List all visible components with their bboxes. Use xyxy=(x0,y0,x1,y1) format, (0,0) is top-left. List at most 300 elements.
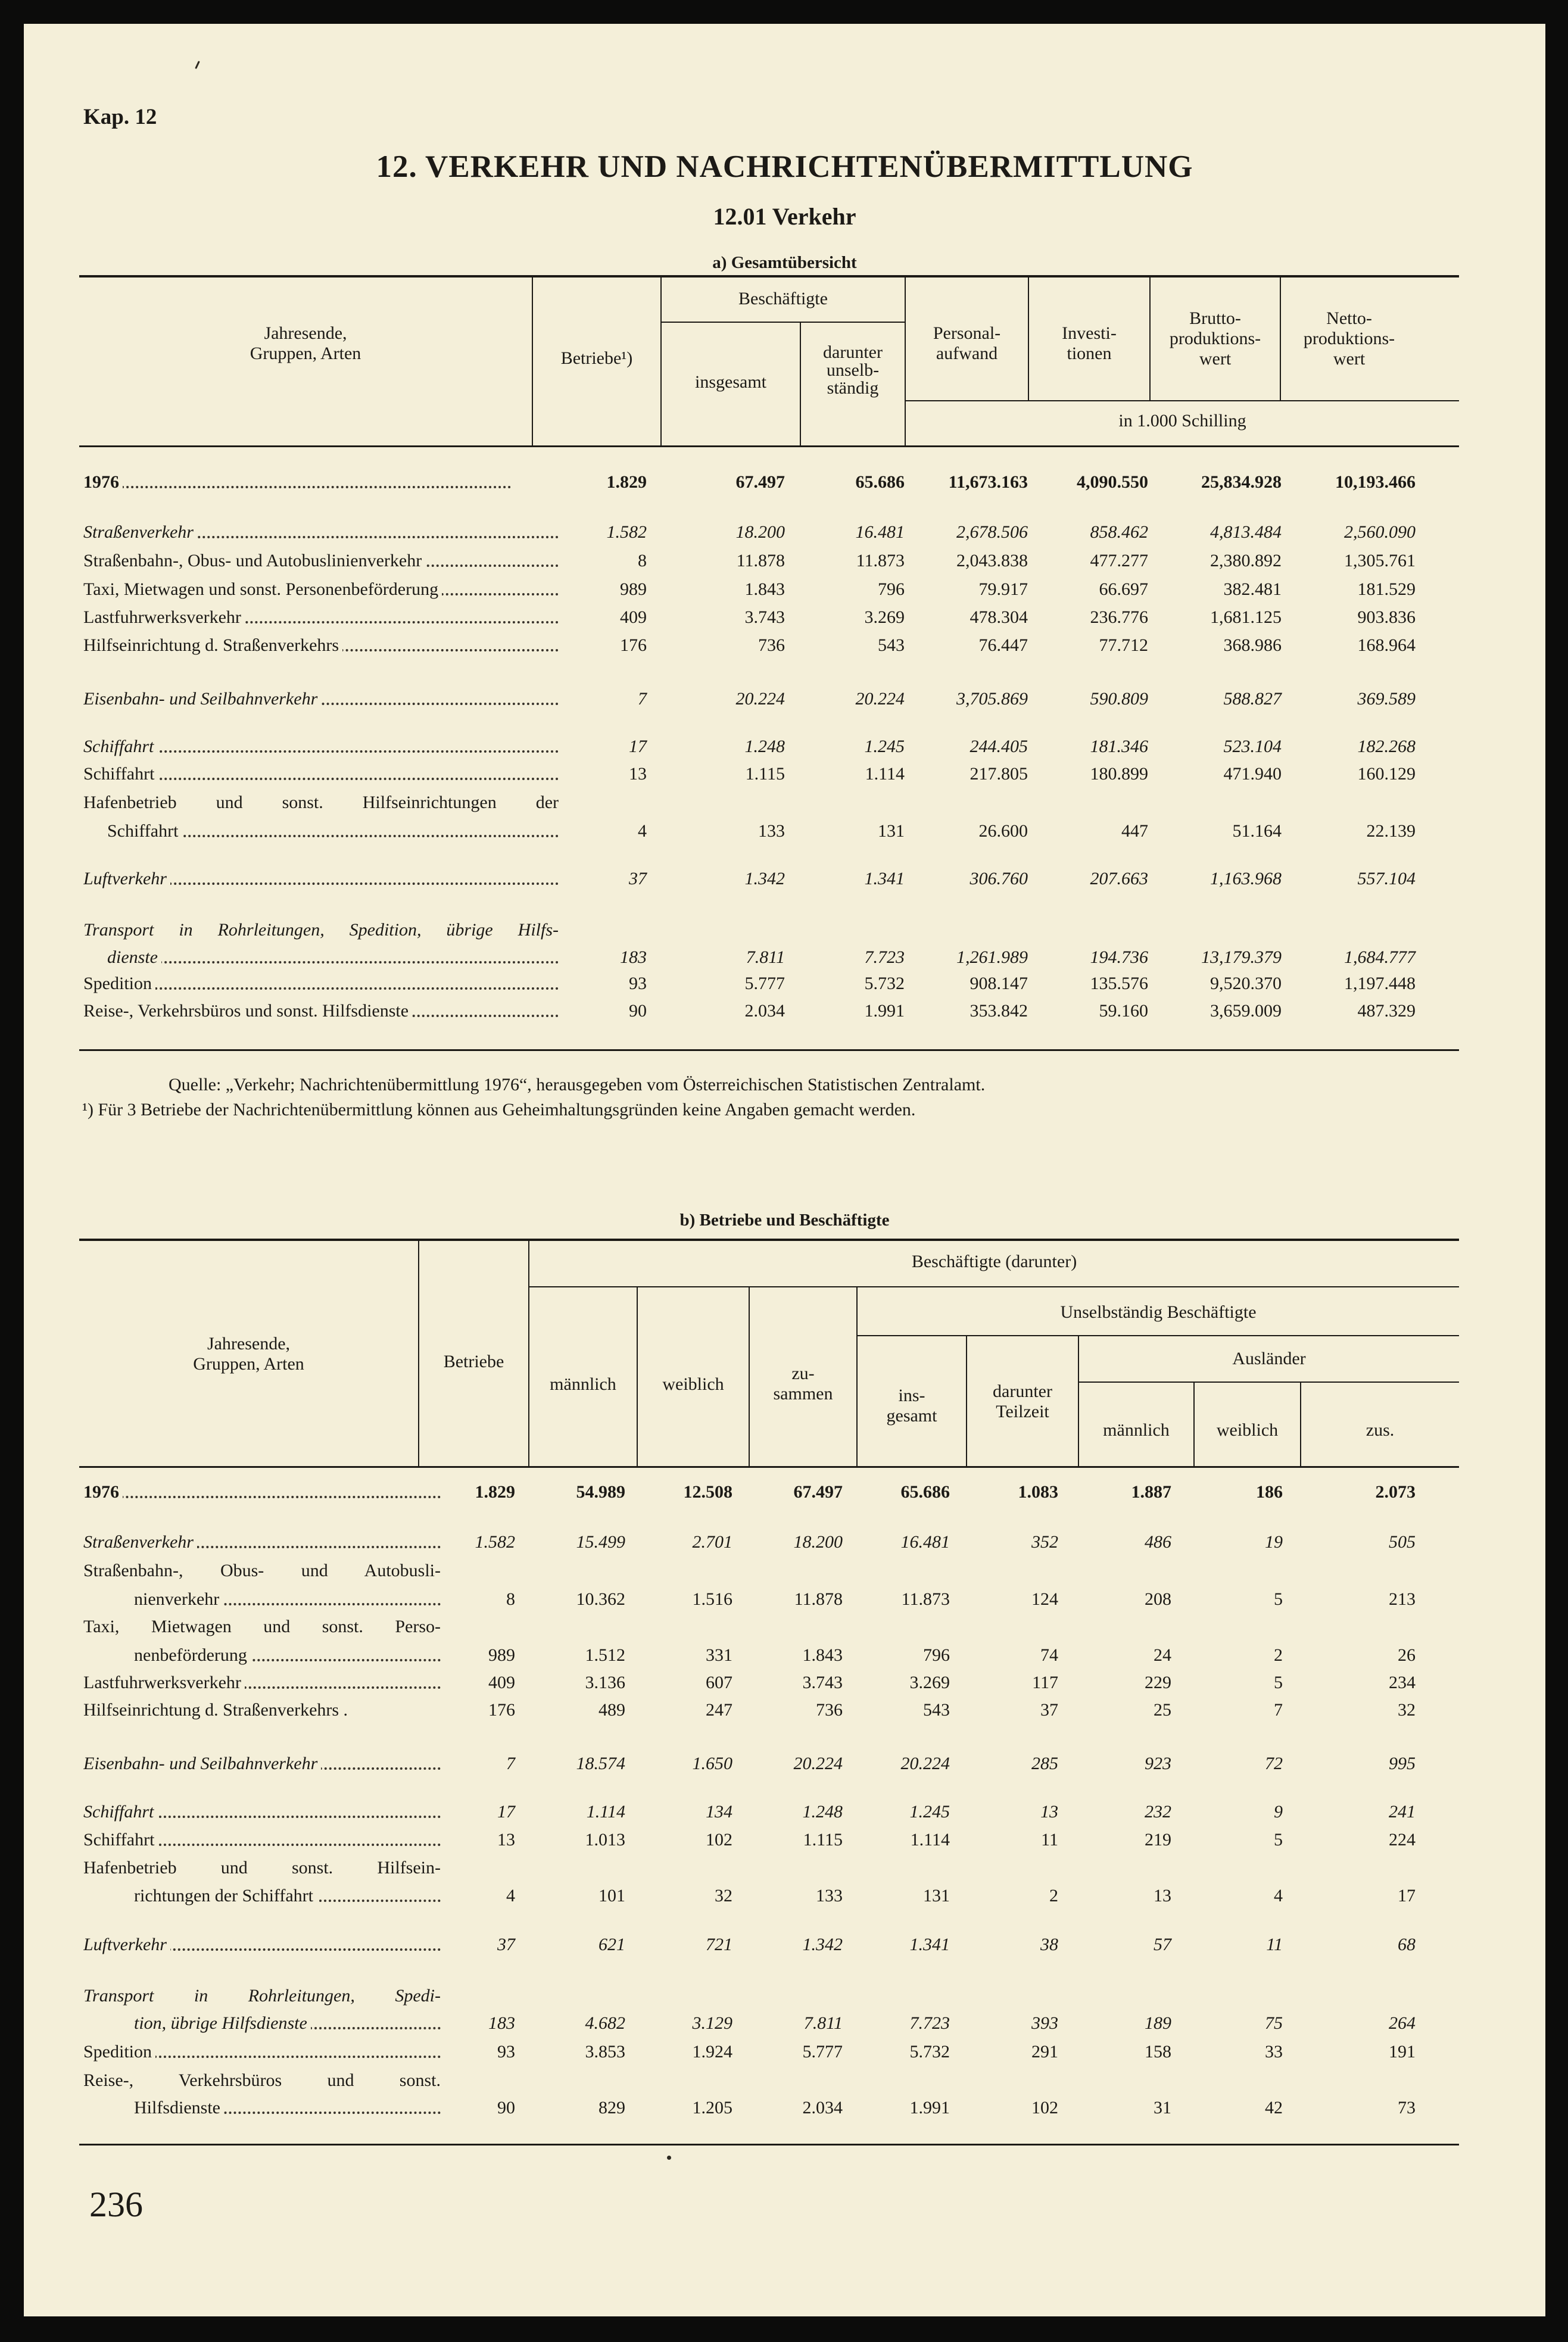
table-b-header-bottom-rule xyxy=(79,1466,1459,1468)
cell-unselbst-insgesamt: 20.224 xyxy=(900,1754,950,1773)
row-label-continued: dienste xyxy=(107,944,559,971)
cell-investitionen: 59.160 xyxy=(1099,1001,1148,1021)
cell-teilzeit: 285 xyxy=(1031,1754,1058,1773)
cell-maennlich: 1.114 xyxy=(586,1802,625,1822)
cell-unselbstaendig: 20.224 xyxy=(855,689,905,709)
cell-investitionen: 207.663 xyxy=(1090,869,1148,888)
cell-betriebe: 17 xyxy=(497,1802,515,1822)
cell-zusammen: 1.248 xyxy=(802,1802,843,1822)
cell-bruttoproduktionswert: 471.940 xyxy=(1223,764,1282,784)
cell-auslaender-maennlich: 923 xyxy=(1145,1754,1171,1773)
cell-maennlich: 10.362 xyxy=(576,1589,625,1609)
cell-betriebe: 989 xyxy=(488,1645,515,1665)
cell-auslaender-maennlich: 232 xyxy=(1145,1802,1171,1822)
cell-auslaender-weiblich: 5 xyxy=(1274,1673,1283,1692)
cell-auslaender-maennlich: 1.887 xyxy=(1131,1482,1171,1502)
cell-zusammen: 18.200 xyxy=(793,1532,843,1552)
cell-auslaender-maennlich: 219 xyxy=(1145,1830,1171,1850)
cell-unselbst-insgesamt: 1.245 xyxy=(909,1802,950,1822)
row-label: Hilfseinrichtung d. Straßenverkehrs . xyxy=(83,1700,348,1720)
cell-investitionen: 858.462 xyxy=(1090,522,1148,542)
cell-betriebe: 7 xyxy=(638,689,647,709)
cell-betriebe: 90 xyxy=(497,2098,515,2118)
row-label: Eisenbahn- und Seilbahnverkehr xyxy=(83,686,559,712)
cell-betriebe: 8 xyxy=(638,551,647,570)
footnote: ¹) Für 3 Betriebe der Nachrichtenübermittlung können aus Geheimhaltungsgründen keine Angaben gemacht werden. xyxy=(82,1100,916,1119)
cell-investitionen: 181.346 xyxy=(1090,737,1148,756)
cell-auslaender-maennlich: 31 xyxy=(1154,2098,1171,2118)
cell-auslaender-weiblich: 5 xyxy=(1274,1589,1283,1609)
cell-nettoproduktionswert: 557.104 xyxy=(1357,869,1416,888)
cell-investitionen: 77.712 xyxy=(1099,635,1148,655)
cell-insgesamt: 11.878 xyxy=(736,551,785,570)
cell-personalaufwand: 1,261.989 xyxy=(956,947,1028,967)
row-label: Hafenbetrieb und sonst. Hilfseinrichtungen der xyxy=(83,793,559,812)
col-header-insgesamt: ins- gesamt xyxy=(886,1386,937,1426)
cell-personalaufwand: 2,678.506 xyxy=(956,522,1028,542)
cell-insgesamt: 1.342 xyxy=(744,869,785,888)
cell-nettoproduktionswert: 160.129 xyxy=(1357,764,1416,784)
cell-auslaender-zus: 995 xyxy=(1389,1754,1416,1773)
cell-nettoproduktionswert: 182.268 xyxy=(1357,737,1416,756)
col-header-insgesamt: insgesamt xyxy=(695,372,766,392)
page-title: 12. VERKEHR UND NACHRICHTENÜBERMITTLUNG xyxy=(376,149,1193,184)
cell-teilzeit: 13 xyxy=(1040,1802,1058,1822)
cell-bruttoproduktionswert: 368.986 xyxy=(1223,635,1282,655)
cell-investitionen: 66.697 xyxy=(1099,579,1148,599)
cell-nettoproduktionswert: 181.529 xyxy=(1357,579,1416,599)
cell-unselbst-insgesamt: 11.873 xyxy=(901,1589,950,1609)
cell-weiblich: 331 xyxy=(706,1645,732,1665)
cell-betriebe: 93 xyxy=(497,2042,515,2062)
source-note: Quelle: „Verkehr; Nachrichtenübermittlung 1976“, herausgegeben vom Österreichischen Statistischen Zentralamt. xyxy=(169,1075,986,1094)
cell-auslaender-zus: 2.073 xyxy=(1375,1482,1416,1502)
cell-teilzeit: 124 xyxy=(1031,1589,1058,1609)
col-header-investitionen: Investi- tionen xyxy=(1062,323,1117,363)
cell-betriebe: 4 xyxy=(638,821,647,841)
row-label: Hilfseinrichtung d. Straßenverkehrs xyxy=(83,632,559,659)
cell-nettoproduktionswert: 369.589 xyxy=(1357,689,1416,709)
col-header-auslaender-weiblich: weiblich xyxy=(1216,1420,1279,1440)
cell-auslaender-maennlich: 158 xyxy=(1145,2042,1171,2062)
cell-zusammen: 3.743 xyxy=(802,1673,843,1692)
cell-nettoproduktionswert: 10,193.466 xyxy=(1335,472,1416,492)
col-header-zusammen: zu- sammen xyxy=(773,1364,833,1404)
cell-zusammen: 7.811 xyxy=(803,2013,843,2033)
row-label-continued: richtungen der Schiffahrt xyxy=(134,1883,441,1909)
cell-unselbst-insgesamt: 3.269 xyxy=(909,1673,950,1692)
cell-unselbstaendig: 1.245 xyxy=(864,737,905,756)
cell-weiblich: 1.205 xyxy=(692,2098,732,2118)
col-header-auslaender-maennlich: männlich xyxy=(1103,1420,1170,1440)
cell-unselbstaendig: 7.723 xyxy=(864,947,905,967)
cell-personalaufwand: 244.405 xyxy=(970,737,1028,756)
cell-maennlich: 4.682 xyxy=(585,2013,625,2033)
cell-betriebe: 409 xyxy=(488,1673,515,1692)
cell-auslaender-zus: 213 xyxy=(1389,1589,1416,1609)
cell-personalaufwand: 76.447 xyxy=(978,635,1028,655)
col-header-auslaender: Ausländer xyxy=(1232,1349,1306,1368)
cell-auslaender-maennlich: 189 xyxy=(1145,2013,1171,2033)
cell-bruttoproduktionswert: 2,380.892 xyxy=(1210,551,1282,570)
col-header-beschaeftigte-darunter: Beschäftigte (darunter) xyxy=(911,1252,1077,1271)
row-label: Schiffahrt xyxy=(83,734,559,760)
cell-zusammen: 5.777 xyxy=(802,2042,843,2062)
col-header-nettoproduktionswert: Netto- produktions- wert xyxy=(1303,308,1395,369)
cell-weiblich: 2.701 xyxy=(692,1532,732,1552)
row-label: Eisenbahn- und Seilbahnverkehr xyxy=(83,1751,441,1777)
cell-betriebe: 13 xyxy=(497,1830,515,1850)
row-label: Reise-, Verkehrsbüros und sonst. xyxy=(83,2070,441,2090)
cell-betriebe: 93 xyxy=(629,974,647,993)
cell-maennlich: 3.853 xyxy=(585,2042,625,2062)
cell-betriebe: 1.829 xyxy=(606,472,647,492)
cell-personalaufwand: 11,673.163 xyxy=(948,472,1028,492)
cell-nettoproduktionswert: 903.836 xyxy=(1357,607,1416,627)
cell-unselbst-insgesamt: 1.341 xyxy=(909,1935,950,1954)
col-header-personalaufwand: Personal- aufwand xyxy=(933,323,1001,363)
cell-teilzeit: 74 xyxy=(1040,1645,1058,1665)
cell-zusammen: 736 xyxy=(816,1700,843,1720)
cell-zusammen: 133 xyxy=(816,1886,843,1906)
cell-weiblich: 1.516 xyxy=(692,1589,732,1609)
cell-auslaender-maennlich: 25 xyxy=(1154,1700,1171,1720)
cell-auslaender-weiblich: 72 xyxy=(1265,1754,1283,1773)
cell-nettoproduktionswert: 2,560.090 xyxy=(1344,522,1416,542)
cell-auslaender-zus: 73 xyxy=(1398,2098,1416,2118)
cell-investitionen: 447 xyxy=(1121,821,1148,841)
cell-auslaender-zus: 26 xyxy=(1398,1645,1416,1665)
table-a-header-rule xyxy=(660,322,905,323)
cell-investitionen: 477.277 xyxy=(1090,551,1148,570)
cell-teilzeit: 38 xyxy=(1040,1935,1058,1954)
cell-unselbst-insgesamt: 131 xyxy=(923,1886,950,1906)
cell-auslaender-weiblich: 2 xyxy=(1274,1645,1283,1665)
cell-investitionen: 590.809 xyxy=(1090,689,1148,709)
cell-auslaender-weiblich: 186 xyxy=(1256,1482,1283,1502)
cell-personalaufwand: 3,705.869 xyxy=(956,689,1028,709)
table-a-caption: a) Gesamtübersicht xyxy=(712,253,857,272)
cell-nettoproduktionswert: 22.139 xyxy=(1366,821,1416,841)
cell-betriebe: 989 xyxy=(620,579,647,599)
cell-insgesamt: 7.811 xyxy=(746,947,785,967)
cell-unselbstaendig: 65.686 xyxy=(855,472,905,492)
cell-betriebe: 1.582 xyxy=(606,522,647,542)
cell-auslaender-weiblich: 33 xyxy=(1265,2042,1283,2062)
col-header-teilzeit: darunter Teilzeit xyxy=(993,1382,1052,1421)
row-label: Luftverkehr xyxy=(83,866,559,892)
cell-maennlich: 101 xyxy=(598,1886,625,1906)
cell-insgesamt: 3.743 xyxy=(744,607,785,627)
cell-insgesamt: 1.115 xyxy=(745,764,785,784)
col-header-weiblich: weiblich xyxy=(662,1374,724,1394)
cell-bruttoproduktionswert: 3,659.009 xyxy=(1210,1001,1282,1021)
cell-betriebe: 4 xyxy=(506,1886,515,1906)
cell-personalaufwand: 306.760 xyxy=(970,869,1028,888)
cell-nettoproduktionswert: 487.329 xyxy=(1357,1001,1416,1021)
cell-teilzeit: 1.083 xyxy=(1018,1482,1058,1502)
cell-betriebe: 13 xyxy=(629,764,647,784)
cell-betriebe: 183 xyxy=(620,947,647,967)
page-number: 236 xyxy=(89,2185,143,2224)
cell-unselbstaendig: 796 xyxy=(878,579,905,599)
cell-teilzeit: 117 xyxy=(1032,1673,1058,1692)
cell-unselbstaendig: 3.269 xyxy=(864,607,905,627)
cell-auslaender-maennlich: 57 xyxy=(1154,1935,1171,1954)
cell-auslaender-weiblich: 4 xyxy=(1274,1886,1283,1906)
cell-maennlich: 54.989 xyxy=(576,1482,625,1502)
col-header-group: Jahresende, Gruppen, Arten xyxy=(250,323,361,363)
cell-auslaender-maennlich: 24 xyxy=(1154,1645,1171,1665)
row-label: Transport in Rohrleitungen, Spedition, übrige Hilfs- xyxy=(83,920,559,940)
cell-betriebe: 1.582 xyxy=(475,1532,515,1552)
cell-personalaufwand: 26.600 xyxy=(978,821,1028,841)
cell-auslaender-weiblich: 42 xyxy=(1265,2098,1283,2118)
row-label: 1976 xyxy=(83,469,511,495)
cell-unselbstaendig: 1.341 xyxy=(864,869,905,888)
row-label: Reise-, Verkehrsbüros und sonst. Hilfsdienste xyxy=(83,998,559,1024)
cell-betriebe: 17 xyxy=(629,737,647,756)
cell-bruttoproduktionswert: 9,520.370 xyxy=(1210,974,1282,993)
cell-zusammen: 11.878 xyxy=(794,1589,843,1609)
unit-label: in 1.000 Schilling xyxy=(1118,411,1246,431)
cell-teilzeit: 37 xyxy=(1040,1700,1058,1720)
cell-personalaufwand: 908.147 xyxy=(970,974,1028,993)
row-label: Straßenbahn-, Obus- und Autobuslinienverkehr xyxy=(83,548,559,574)
cell-unselbst-insgesamt: 65.686 xyxy=(900,1482,950,1502)
row-label-continued: Hilfsdienste xyxy=(134,2095,441,2121)
cell-nettoproduktionswert: 1,197.448 xyxy=(1344,974,1416,993)
cell-auslaender-zus: 32 xyxy=(1398,1700,1416,1720)
cell-unselbst-insgesamt: 1.991 xyxy=(909,2098,950,2118)
cell-maennlich: 3.136 xyxy=(585,1673,625,1692)
cell-personalaufwand: 353.842 xyxy=(970,1001,1028,1021)
cell-zusammen: 67.497 xyxy=(793,1482,843,1502)
cell-teilzeit: 11 xyxy=(1041,1830,1058,1850)
table-b-caption: b) Betriebe und Beschäftigte xyxy=(679,1211,890,1230)
cell-auslaender-zus: 241 xyxy=(1389,1802,1416,1822)
cell-betriebe: 7 xyxy=(506,1754,515,1773)
cell-zusammen: 20.224 xyxy=(793,1754,843,1773)
section-title: 12.01 Verkehr xyxy=(713,203,856,230)
cell-auslaender-zus: 234 xyxy=(1389,1673,1416,1692)
table-a-bottom-rule xyxy=(79,1049,1459,1051)
cell-maennlich: 829 xyxy=(598,2098,625,2118)
col-header-maennlich: männlich xyxy=(550,1374,616,1394)
cell-betriebe: 37 xyxy=(629,869,647,888)
row-label-continued: Schiffahrt xyxy=(107,818,559,844)
cell-auslaender-zus: 17 xyxy=(1398,1886,1416,1906)
cell-investitionen: 4,090.550 xyxy=(1077,472,1148,492)
row-label: Straßenverkehr xyxy=(83,1529,441,1555)
col-header-betriebe: Betriebe¹) xyxy=(560,348,633,368)
row-label: Taxi, Mietwagen und sonst. Personenbeförderung xyxy=(83,576,559,603)
table-b-header-rule xyxy=(1078,1382,1459,1383)
col-header-bruttoproduktionswert: Brutto- produktions- wert xyxy=(1169,308,1261,369)
cell-weiblich: 607 xyxy=(706,1673,732,1692)
row-label: 1976 xyxy=(83,1479,441,1505)
row-label-continued: nienverkehr xyxy=(134,1586,441,1613)
cell-bruttoproduktionswert: 588.827 xyxy=(1223,689,1282,709)
table-a-top-rule xyxy=(79,275,1459,277)
cell-betriebe: 176 xyxy=(488,1700,515,1720)
document-page xyxy=(24,24,1545,2316)
cell-maennlich: 1.013 xyxy=(585,1830,625,1850)
cell-unselbstaendig: 1.114 xyxy=(865,764,905,784)
cell-teilzeit: 102 xyxy=(1031,2098,1058,2118)
cell-investitionen: 135.576 xyxy=(1090,974,1148,993)
cell-maennlich: 18.574 xyxy=(576,1754,625,1773)
cell-bruttoproduktionswert: 382.481 xyxy=(1223,579,1282,599)
cell-weiblich: 102 xyxy=(706,1830,732,1850)
table-b-bottom-rule xyxy=(79,2144,1459,2145)
cell-unselbst-insgesamt: 7.723 xyxy=(909,2013,950,2033)
cell-insgesamt: 67.497 xyxy=(735,472,785,492)
cell-unselbstaendig: 1.991 xyxy=(864,1001,905,1021)
cell-maennlich: 1.512 xyxy=(585,1645,625,1665)
table-a-header-rule xyxy=(905,400,1459,401)
cell-betriebe: 409 xyxy=(620,607,647,627)
cell-teilzeit: 291 xyxy=(1031,2042,1058,2062)
col-header-beschaeftigte: Beschäftigte xyxy=(738,289,828,308)
cell-insgesamt: 18.200 xyxy=(735,522,785,542)
cell-auslaender-weiblich: 7 xyxy=(1274,1700,1283,1720)
row-label: Straßenverkehr xyxy=(83,519,559,545)
col-header-darunter-unselbstaendig: darunter unselb- ständig xyxy=(823,342,883,398)
cell-teilzeit: 352 xyxy=(1031,1532,1058,1552)
cell-unselbstaendig: 11.873 xyxy=(856,551,905,570)
row-label: Lastfuhrwerksverkehr xyxy=(83,604,559,631)
cell-auslaender-weiblich: 75 xyxy=(1265,2013,1283,2033)
print-speck xyxy=(195,61,200,69)
cell-betriebe: 183 xyxy=(488,2013,515,2033)
cell-betriebe: 90 xyxy=(629,1001,647,1021)
cell-insgesamt: 1.843 xyxy=(744,579,785,599)
cell-nettoproduktionswert: 1,684.777 xyxy=(1344,947,1416,967)
cell-bruttoproduktionswert: 4,813.484 xyxy=(1210,522,1282,542)
cell-auslaender-zus: 264 xyxy=(1389,2013,1416,2033)
cell-zusammen: 2.034 xyxy=(802,2098,843,2118)
cell-auslaender-zus: 505 xyxy=(1389,1532,1416,1552)
cell-nettoproduktionswert: 1,305.761 xyxy=(1344,551,1416,570)
cell-personalaufwand: 2,043.838 xyxy=(956,551,1028,570)
cell-insgesamt: 736 xyxy=(758,635,785,655)
cell-bruttoproduktionswert: 523.104 xyxy=(1223,737,1282,756)
row-label: Schiffahrt xyxy=(83,1827,441,1853)
row-label: Straßenbahn-, Obus- und Autobusli- xyxy=(83,1561,441,1580)
cell-insgesamt: 1.248 xyxy=(744,737,785,756)
cell-unselbst-insgesamt: 16.481 xyxy=(900,1532,950,1552)
cell-investitionen: 194.736 xyxy=(1090,947,1148,967)
cell-zusammen: 1.115 xyxy=(803,1830,843,1850)
row-label: Transport in Rohrleitungen, Spedi- xyxy=(83,1986,441,2006)
row-label-continued: nenbeförderung xyxy=(134,1642,441,1669)
table-a-header-bottom-rule xyxy=(79,445,1459,447)
cell-auslaender-zus: 68 xyxy=(1398,1935,1416,1954)
cell-bruttoproduktionswert: 1,163.968 xyxy=(1210,869,1282,888)
cell-bruttoproduktionswert: 1,681.125 xyxy=(1210,607,1282,627)
cell-investitionen: 180.899 xyxy=(1090,764,1148,784)
cell-bruttoproduktionswert: 51.164 xyxy=(1232,821,1282,841)
cell-personalaufwand: 217.805 xyxy=(970,764,1028,784)
row-label: Taxi, Mietwagen und sonst. Perso- xyxy=(83,1617,441,1636)
cell-unselbst-insgesamt: 5.732 xyxy=(909,2042,950,2062)
cell-betriebe: 37 xyxy=(497,1935,515,1954)
row-label: Luftverkehr xyxy=(83,1932,441,1958)
cell-bruttoproduktionswert: 25,834.928 xyxy=(1201,472,1282,492)
cell-auslaender-maennlich: 13 xyxy=(1154,1886,1171,1906)
cell-auslaender-weiblich: 11 xyxy=(1266,1935,1283,1954)
chapter-label: Kap. 12 xyxy=(83,105,157,129)
row-label: Spedition xyxy=(83,971,559,997)
cell-betriebe: 8 xyxy=(506,1589,515,1609)
cell-investitionen: 236.776 xyxy=(1090,607,1148,627)
table-b-header-rule xyxy=(528,1286,1459,1287)
cell-insgesamt: 2.034 xyxy=(744,1001,785,1021)
cell-personalaufwand: 79.917 xyxy=(978,579,1028,599)
table-b-col-divider xyxy=(528,1240,529,1466)
cell-auslaender-weiblich: 5 xyxy=(1274,1830,1283,1850)
col-header-betriebe: Betriebe xyxy=(443,1352,504,1371)
row-label: Spedition xyxy=(83,2039,441,2065)
row-label: Schiffahrt xyxy=(83,761,559,787)
col-header-unselbstaendig: Unselbständig Beschäftigte xyxy=(1060,1302,1257,1322)
cell-unselbst-insgesamt: 543 xyxy=(923,1700,950,1720)
cell-auslaender-weiblich: 9 xyxy=(1274,1802,1283,1822)
table-b-header-rule xyxy=(856,1335,1459,1336)
table-b-top-rule xyxy=(79,1239,1459,1241)
cell-weiblich: 1.650 xyxy=(692,1754,732,1773)
cell-betriebe: 176 xyxy=(620,635,647,655)
cell-auslaender-maennlich: 486 xyxy=(1145,1532,1171,1552)
cell-weiblich: 134 xyxy=(706,1802,732,1822)
cell-zusammen: 1.342 xyxy=(802,1935,843,1954)
cell-auslaender-zus: 191 xyxy=(1389,2042,1416,2062)
cell-maennlich: 621 xyxy=(598,1935,625,1954)
row-label: Schiffahrt xyxy=(83,1799,441,1825)
cell-bruttoproduktionswert: 13,179.379 xyxy=(1201,947,1282,967)
cell-teilzeit: 2 xyxy=(1049,1886,1058,1906)
cell-weiblich: 12.508 xyxy=(683,1482,732,1502)
cell-teilzeit: 393 xyxy=(1031,2013,1058,2033)
cell-zusammen: 1.843 xyxy=(802,1645,843,1665)
row-label: Hafenbetrieb und sonst. Hilfsein- xyxy=(83,1858,441,1878)
cell-weiblich: 32 xyxy=(715,1886,732,1906)
row-label-continued: tion, übrige Hilfsdienste xyxy=(134,2010,441,2037)
cell-auslaender-zus: 224 xyxy=(1389,1830,1416,1850)
cell-nettoproduktionswert: 168.964 xyxy=(1357,635,1416,655)
cell-unselbst-insgesamt: 796 xyxy=(923,1645,950,1665)
cell-unselbstaendig: 5.732 xyxy=(864,974,905,993)
cell-unselbstaendig: 131 xyxy=(878,821,905,841)
cell-auslaender-maennlich: 208 xyxy=(1145,1589,1171,1609)
col-header-group: Jahresende, Gruppen, Arten xyxy=(193,1334,304,1374)
cell-personalaufwand: 478.304 xyxy=(970,607,1028,627)
cell-unselbstaendig: 543 xyxy=(878,635,905,655)
cell-betriebe: 1.829 xyxy=(475,1482,515,1502)
cell-weiblich: 3.129 xyxy=(692,2013,732,2033)
cell-unselbst-insgesamt: 1.114 xyxy=(910,1830,950,1850)
cell-auslaender-maennlich: 229 xyxy=(1145,1673,1171,1692)
cell-weiblich: 721 xyxy=(706,1935,732,1954)
cell-auslaender-weiblich: 19 xyxy=(1265,1532,1283,1552)
cell-maennlich: 489 xyxy=(598,1700,625,1720)
cell-maennlich: 15.499 xyxy=(576,1532,625,1552)
col-header-auslaender-zus: zus. xyxy=(1366,1420,1395,1440)
cell-insgesamt: 5.777 xyxy=(744,974,785,993)
print-speck xyxy=(667,2156,671,2160)
cell-unselbstaendig: 16.481 xyxy=(855,522,905,542)
